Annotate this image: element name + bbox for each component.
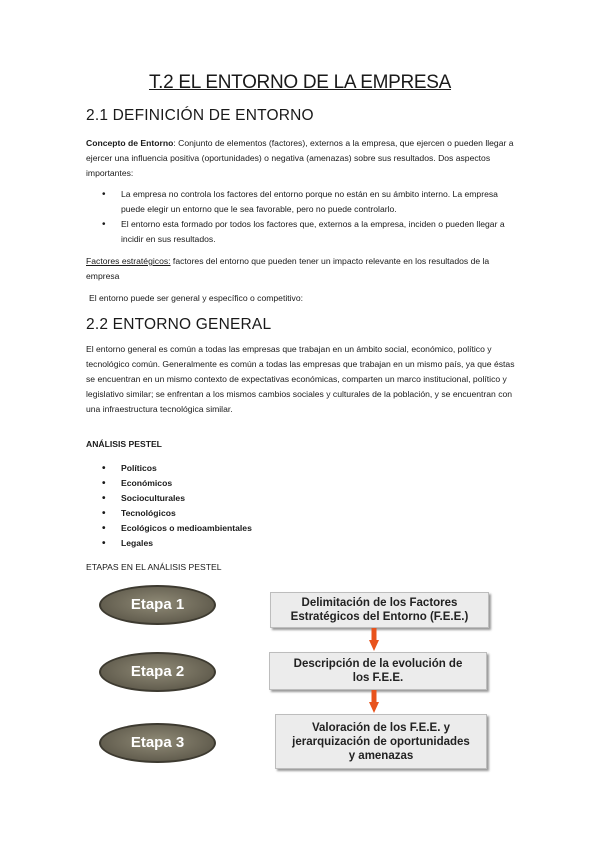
stage-3-description — [275, 714, 487, 769]
stage-2-line: Descripción de la evolución de — [293, 658, 463, 670]
stage-3-line: Valoración de los F.E.E. y — [311, 721, 451, 734]
list-item: • Económicos — [86, 476, 516, 491]
definition-bullet-list — [86, 187, 516, 247]
page-title: T.2 EL ENTORNO DE LA EMPRESA — [148, 72, 452, 93]
factors-text: factores del entorno que pueden tener un impacto relevante en los resultados de la empresa — [86, 256, 490, 281]
stage-2-description — [269, 652, 487, 690]
general-specific-text: El entorno puede ser general y específico o competitivo: — [89, 293, 304, 303]
concept-label: Concepto de Entorno — [86, 138, 174, 148]
list-item: • Políticos — [86, 461, 516, 476]
list-item: • La empresa no controla los factores del entorno porque no están en su ámbito interno. La empresa puede elegir un entorno que le sea favorable, pero no puede controlarlo. — [86, 187, 516, 217]
factors-paragraph — [86, 254, 516, 284]
arrow-down-icon — [369, 628, 379, 652]
concept-paragraph — [86, 136, 516, 181]
section-heading-definicion: 2.1 DEFINICIÓN DE ENTORNO — [86, 107, 314, 124]
stage-1-line: Estratégicos del Entorno (F.E.E.) — [290, 611, 469, 623]
stage-2-line: los F.E.E. — [352, 672, 404, 684]
stage-1-oval: Etapa 1 — [99, 585, 216, 625]
list-item: • Ecológicos o medioambientales — [86, 521, 516, 536]
arrow-down-icon — [369, 690, 379, 714]
list-item: • Tecnológicos — [86, 506, 516, 521]
list-item: • Socioculturales — [86, 491, 516, 506]
list-item: • Legales — [86, 536, 516, 551]
stage-3-oval: Etapa 3 — [99, 723, 216, 763]
pestel-list — [86, 461, 516, 551]
stage-2-oval: Etapa 2 — [99, 652, 216, 692]
stages-heading: ETAPAS EN EL ANÁLISIS PESTEL — [86, 562, 222, 572]
pestel-heading: ANÁLISIS PESTEL — [86, 439, 162, 449]
section-heading-entorno-general: 2.2 ENTORNO GENERAL — [86, 316, 272, 333]
stage-1-line: Delimitación de los Factores — [301, 597, 458, 609]
stage-1-description — [270, 592, 489, 628]
general-paragraph: El entorno general es común a todas las empresas que trabajan en un ámbito social, económico, político y tecnológico común. Generalmente es común a todas las empresas que trabajan en un mismo país, ya que éstas se encuentran en un mismo contexto de expectativas económicas, comparten un marco institucional, político y legislativo similar; se enfrentan a los mismos cambios sociales y culturales de la población, y se encuentran con una infraestructura tecnológica similar. — [86, 344, 515, 414]
concept-text: : Conjunto de elementos (factores), externos a la empresa, que ejercen o pueden llegar a ejercer una influencia positiva (oportunidades) o negativa (amenazas) sobre sus resultados. Dos aspectos importantes: — [86, 138, 514, 178]
stage-3-line: y amenazas — [348, 749, 414, 762]
factors-label: Factores estratégicos: — [86, 256, 171, 266]
stage-3-line: jerarquización de oportunidades — [292, 735, 470, 748]
list-item: • El entorno esta formado por todos los factores que, externos a la empresa, inciden o pueden llegar a incidir en sus resultados. — [86, 217, 516, 247]
